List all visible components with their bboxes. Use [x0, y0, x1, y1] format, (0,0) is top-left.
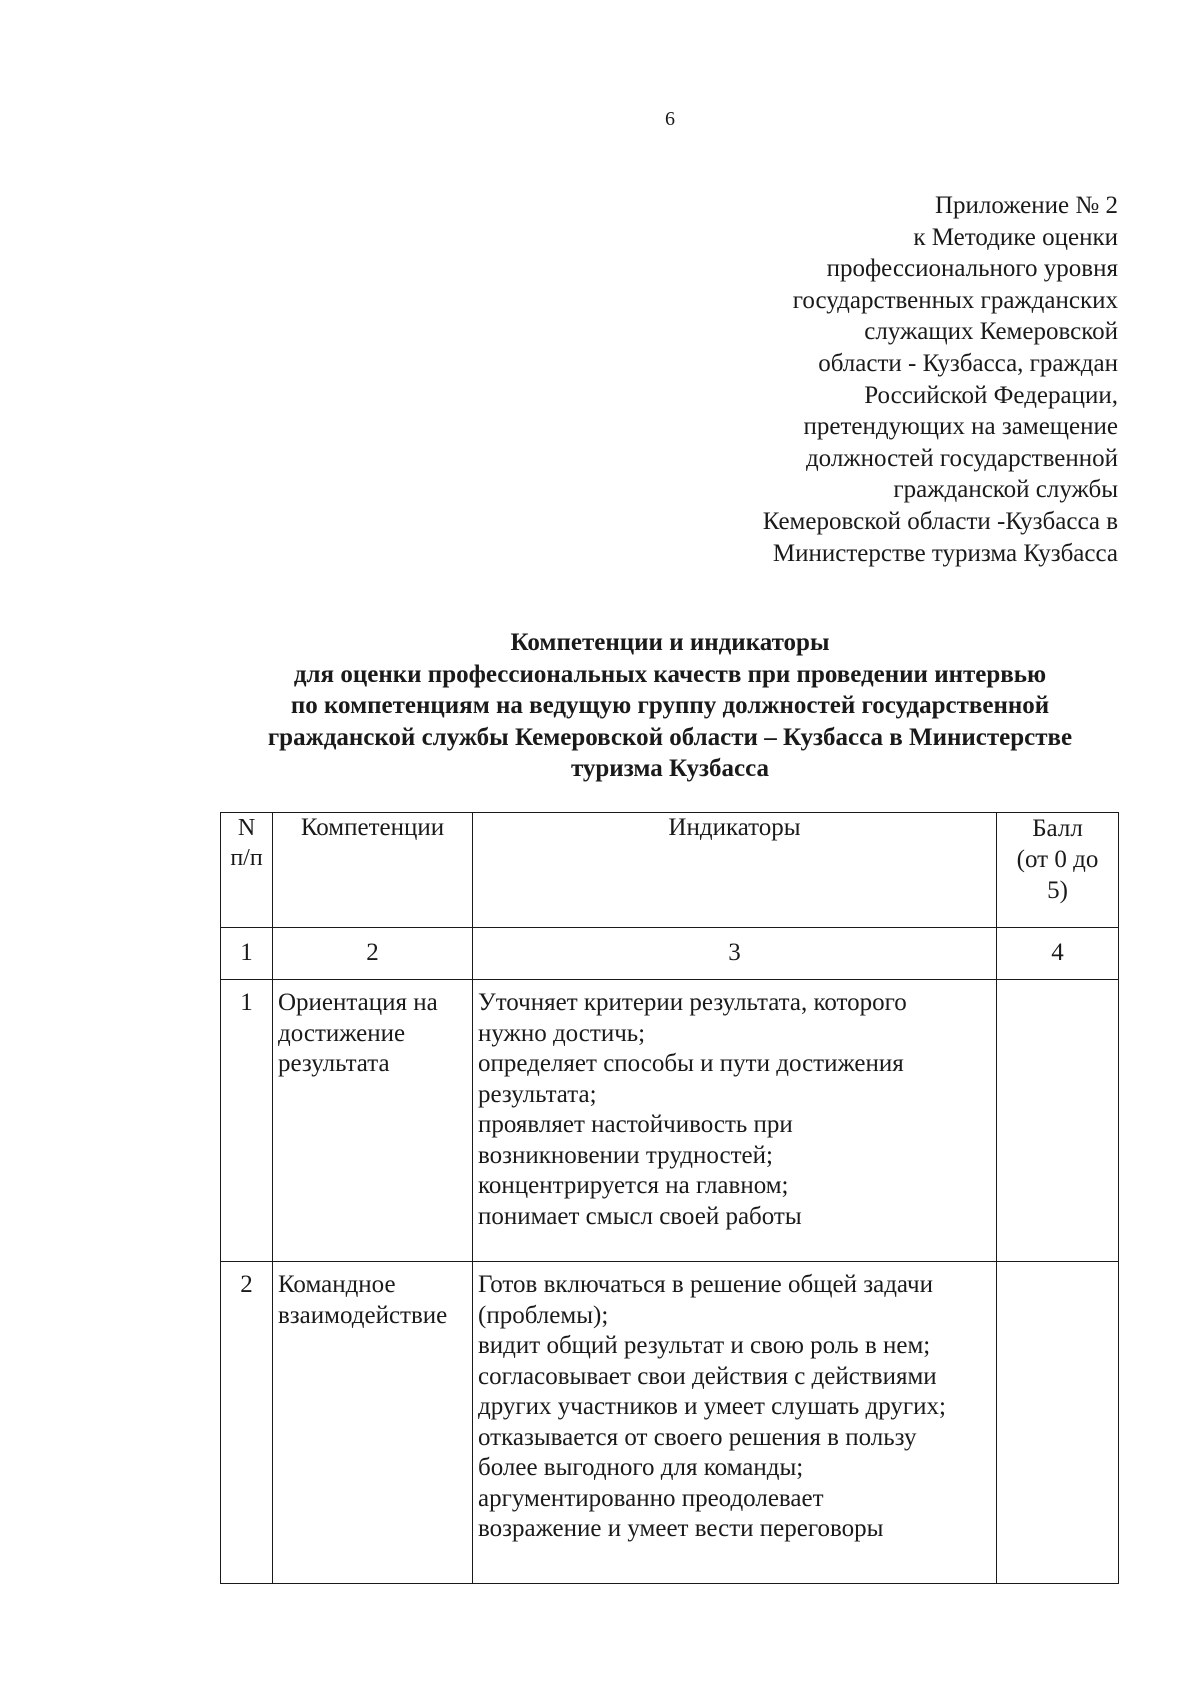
- appendix-line: Кемеровской области -Кузбасса в: [762, 507, 1118, 535]
- appendix-line: служащих Кемеровской: [864, 318, 1118, 346]
- table-row: [221, 1262, 1119, 1584]
- header-indicators: Индикаторы: [473, 813, 997, 928]
- competence-line: достижение: [278, 1019, 406, 1047]
- indicator-line: возражение и умеет вести переговоры: [478, 1515, 884, 1542]
- header-number-line: п/п: [230, 845, 263, 871]
- competence-line: Командное: [278, 1271, 396, 1298]
- indicator-line: других участников и умеет слушать других;: [478, 1393, 946, 1420]
- appendix-line: гражданской службы: [893, 476, 1118, 504]
- header-score: [997, 813, 1119, 928]
- page-number: 6: [665, 108, 675, 130]
- indicator-line: возникновении трудностей;: [478, 1141, 773, 1169]
- indicator-line: согласовывает свои действия с действиями: [478, 1362, 937, 1390]
- indicator-line: Уточняет критерии результата, которого: [478, 989, 907, 1016]
- title-line: по компетенциям на ведущую группу должностей государственной: [290, 692, 1050, 719]
- indicator-line: видит общий результат и свою роль в нем;: [478, 1332, 931, 1359]
- appendix-line: государственных гражданских: [792, 286, 1118, 314]
- score-cell: [997, 1262, 1119, 1584]
- appendix-line: Приложение № 2: [934, 192, 1118, 219]
- competence-name: [273, 1262, 473, 1584]
- score-cell: [997, 980, 1119, 1262]
- indicator-line: Готов включаться в решение общей задачи: [478, 1271, 933, 1298]
- competence-line: результата: [278, 1050, 390, 1077]
- header-number: [221, 813, 273, 928]
- competence-name: [273, 980, 473, 1262]
- competencies-table: [220, 812, 1119, 1584]
- appendix-line: области - Кузбасса, граждан: [818, 349, 1118, 377]
- indicator-line: концентрируется на главном;: [478, 1172, 789, 1199]
- title-line: гражданской службы Кемеровской области – Кузбасса в Министерстве: [267, 723, 1073, 751]
- column-number: 2: [273, 928, 473, 980]
- indicators-cell: [473, 980, 997, 1262]
- appendix-line: Министерстве туризма Кузбасса: [772, 539, 1118, 567]
- indicator-line: аргументированно преодолевает: [478, 1484, 824, 1512]
- header-score-line: Балл: [1032, 815, 1083, 842]
- appendix-line: к Методике оценки: [913, 223, 1118, 251]
- indicator-line: отказывается от своего решения в пользу: [478, 1423, 917, 1451]
- header-number-line: N: [237, 815, 256, 841]
- column-number: 3: [473, 928, 997, 980]
- header-score-line: 5): [1047, 877, 1068, 904]
- competence-line: взаимодействие: [278, 1301, 448, 1329]
- indicator-line: проявляет настойчивость при: [478, 1111, 793, 1138]
- indicator-line: понимает смысл своей работы: [478, 1202, 802, 1230]
- table-row: [221, 980, 1119, 1262]
- appendix-header: [598, 190, 1118, 569]
- row-number: 1: [221, 980, 273, 1262]
- indicator-line: более выгодного для команды;: [478, 1454, 804, 1481]
- title-line: туризма Кузбасса: [570, 755, 770, 782]
- column-number: 1: [221, 928, 273, 980]
- title-line: для оценки профессиональных качеств при проведении интервью: [293, 660, 1047, 688]
- appendix-line: должностей государственной: [805, 444, 1118, 472]
- column-number: 4: [997, 928, 1119, 980]
- indicators-cell: [473, 1262, 997, 1584]
- row-number: 2: [221, 1262, 273, 1584]
- title-line: Компетенции и индикаторы: [510, 629, 830, 656]
- document-title: [0, 627, 1200, 785]
- appendix-line: претендующих на замещение: [803, 413, 1118, 441]
- indicator-line: (проблемы);: [478, 1301, 609, 1329]
- indicator-line: нужно достичь;: [478, 1019, 646, 1047]
- appendix-line: профессионального уровня: [826, 255, 1118, 283]
- column-number-row: [221, 928, 1119, 980]
- indicator-line: результата;: [478, 1080, 597, 1108]
- competence-line: Ориентация на: [278, 989, 438, 1016]
- header-competence: Компетенции: [273, 813, 473, 928]
- header-score-line: (от 0 до: [1016, 846, 1099, 873]
- table-header-row: [221, 813, 1119, 928]
- indicator-line: определяет способы и пути достижения: [478, 1050, 904, 1077]
- appendix-line: Российской Федерации,: [864, 381, 1118, 409]
